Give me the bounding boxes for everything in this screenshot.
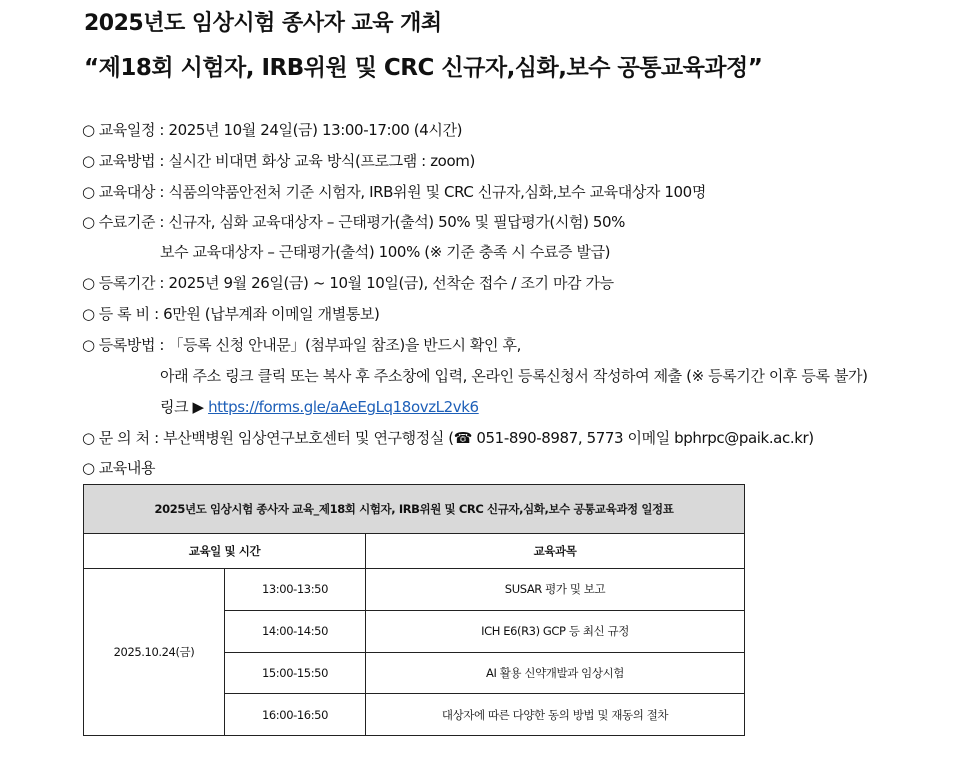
target-text: 교육대상 : 식품의약품안전처 기준 시험자, IRB위원 및 CRC 신규자,심화,보수 교육대상자 100명	[98, 183, 706, 201]
time-cell: 13:00-13:50	[225, 569, 366, 611]
page-title: 2025년도 임상시험 종사자 교육 개최	[84, 11, 442, 36]
registration-continuation: 아래 주소 링크 클릭 또는 복사 후 주소창에 입력, 온라인 등록신청서 작성하여 제출 (※ 등록기간 이후 등록 불가)	[160, 367, 868, 385]
content-item	[82, 457, 155, 479]
contact-item	[82, 427, 814, 449]
time-cell: 14:00-14:50	[225, 610, 366, 652]
circle-bullet-icon: ○	[82, 121, 95, 139]
circle-bullet-icon: ○	[82, 213, 95, 231]
column-header-datetime: 교육일 및 시간	[84, 534, 366, 569]
content-text: 교육내용	[98, 459, 156, 477]
schedule-table	[83, 484, 745, 736]
target-item	[82, 181, 706, 203]
column-header-course: 교육과목	[366, 534, 745, 569]
fee-item	[82, 303, 379, 325]
schedule-item	[82, 119, 462, 141]
registration-link[interactable]: https://forms.gle/aAeEgLq18ovzL2vk6	[208, 398, 479, 416]
circle-bullet-icon: ○	[82, 336, 95, 354]
schedule-text: 교육일정 : 2025년 10월 24일(금) 13:00-17:00 (4시간)	[98, 121, 463, 139]
link-line	[160, 396, 479, 418]
circle-bullet-icon: ○	[82, 183, 95, 201]
course-title: “제18회 시험자, IRB위원 및 CRC 신규자,심화,보수 공통교육과정”	[84, 55, 763, 81]
circle-bullet-icon: ○	[82, 305, 95, 323]
registration-item	[82, 334, 521, 356]
registration-text: 등록방법 : 「등록 신청 안내문」(첨부파일 참조)을 반드시 확인 후,	[98, 336, 521, 354]
period-text: 등록기간 : 2025년 9월 26일(금) ~ 10월 10일(금), 선착순 접수 / 조기 마감 가능	[98, 274, 614, 292]
method-text: 교육방법 : 실시간 비대면 화상 교육 방식(프로그램 : zoom)	[98, 152, 475, 170]
method-item	[82, 150, 475, 172]
link-prefix: 링크 ▶	[160, 398, 209, 416]
contact-text: 문 의 처 : 부산백병원 임상연구보호센터 및 연구행정실 (☎ 051-890-8987, 5773 이메일 bphrpc@paik.ac.kr)	[98, 429, 814, 447]
course-cell: 대상자에 따른 다양한 동의 방법 및 재동의 절차	[366, 694, 745, 736]
circle-bullet-icon: ○	[82, 274, 95, 292]
table-title: 2025년도 임상시험 종사자 교육_제18회 시험자, IRB위원 및 CRC 신규자,심화,보수 공통교육과정 일정표	[84, 485, 745, 534]
circle-bullet-icon: ○	[82, 459, 95, 477]
table-row	[84, 569, 745, 611]
criteria-continuation: 보수 교육대상자 – 근태평가(출석) 100% (※ 기준 충족 시 수료증 발급)	[160, 243, 611, 261]
circle-bullet-icon: ○	[82, 429, 95, 447]
date-cell: 2025.10.24(금)	[84, 569, 225, 736]
time-cell: 15:00-15:50	[225, 652, 366, 694]
course-cell: ICH E6(R3) GCP 등 최신 규정	[366, 610, 745, 652]
fee-text: 등 록 비 : 6만원 (납부계좌 이메일 개별통보)	[98, 305, 380, 323]
course-cell: AI 활용 신약개발과 임상시험	[366, 652, 745, 694]
criteria-text: 수료기준 : 신규자, 심화 교육대상자 – 근태평가(출석) 50% 및 필답평가(시험) 50%	[98, 213, 626, 231]
time-cell: 16:00-16:50	[225, 694, 366, 736]
criteria-item	[82, 211, 625, 233]
circle-bullet-icon: ○	[82, 152, 95, 170]
period-item	[82, 272, 614, 294]
course-cell: SUSAR 평가 및 보고	[366, 569, 745, 611]
